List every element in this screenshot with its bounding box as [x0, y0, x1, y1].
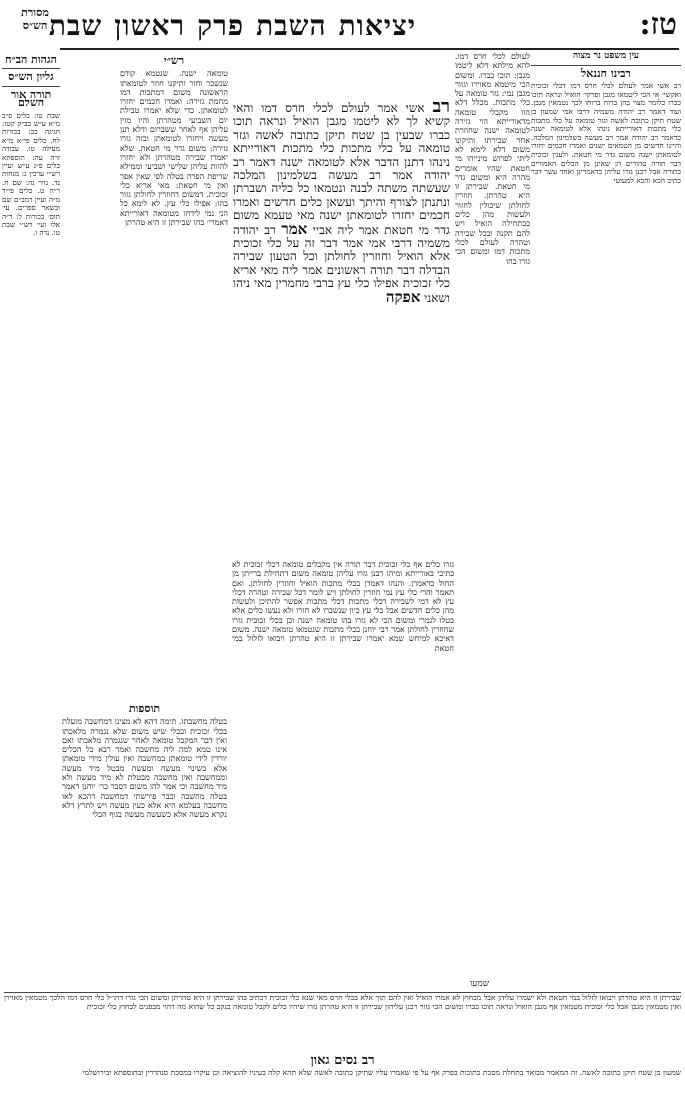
rav-nissim-gaon-body: שמעון בן שטח תיקן כתובה לאשה. זה המאמר מבואר בתחלת מסכת כתובות בפרק אף על פי שאמרו עליו שתיקן כתובה לאשה שלא תהא קלה בעיניו להוציאה וכן עיקרו במסכת סנהדרין ובתוספתא ובירושלמי	[82, 1068, 681, 1077]
gemara-opening-word: רב	[432, 100, 450, 117]
chapter-word: ראשון	[114, 9, 186, 42]
tosafot-column	[62, 700, 227, 990]
rashi-text: לעולם לכלי חרס דמו. להא מילתא דלא ליטמו מגבן: תוכו כברו. ומשום הכי מיטמא מאוירו וגזור מגבן נמי: גזר טומאה על כלי מתכות. מכלל דלא הוו מקבלי טומאה מדאורייתא הוי גזירה לטומאה ישנה שחוזרת אחר שבירתו ותיקונו משום דלא לימא לא ליתי לפרוש מינייהו מי חטאת שהיו אומרים מהרה היא ומשום גדר מי חטאת. שבירתן זו היא טהרתן. חוזרין לחולתן שיכולין לחזור ולעשות מהן כלים כבתחילה הואיל ויש להם תקנה ובכל שבירה וטהרה לעולם לכלי מתכות דמו ומשום הכי גזרו בהו	[455, 52, 530, 266]
gemara-text: אשי אמר לעולם לכלי חרס דמו והאי קשיא לך לא ליטמו מגבן הואיל ונראה תוכו כברו שבעין בן שטח תיקן כתובה לאשה וגזר טומאה על כלי מתכות כלי מתכות דאורייתא נינהו דתנן הדבר אלא לטומאה ישנה דאמר רב יהודה אמר רב מעשה בשלמינון המלכה שעשתה משתה לבנה ונטמאו כל כליה ושברתן ונתנתן לצורף והיתך ועשאן כלים חדשים ואמרו חכמים יחזרו לטומאתן ישנה מאי טעמא משום גדר מי חטאת אמר ליה אביי	[233, 101, 450, 237]
footer-commentary	[4, 992, 681, 1053]
gemara-text-2: רב יהודה משמיה דרבי אמי אמר דבר זה על כלי זכוכית אלא הואיל וחוזרין לחולתן וכל הטעון שבירה הבדלה דבר תורה ראשונים אמר ליה מאי אריא כלי זכוכית אפילו כלי עץ ברבי מחמרין מאי ניהו ושאני	[233, 222, 450, 305]
left-margin-text: שבת טו: כלים פ״ב מ״א ע״ש בב״ק קטז: חגיגה כב: בכורות לח. כלים פי״א מ״א מעילה טו. עבודה זרה עה: תוספתא כלים פ״ג ע״ש ועיין רש״י ערכין ג: מנחות נד. נזיר נה: שם ח. ר״ה ט. כלים פי״ד מ״ה ועיין רמב״ם שם ובשאר ספרים. עי׳ תוס׳ בכורות ל: ד״ה אלו ועי׳ רש״י שבת טו. נדה ו.	[2, 110, 60, 238]
header-divider	[60, 48, 679, 50]
chapter-word: שבת	[48, 9, 103, 42]
gilyon-hashas-title: גליון הש״ס	[8, 70, 54, 84]
hagahot-habach-title: הגהות הב״ח	[5, 53, 57, 66]
lower-commentary-text: גזרו כלים אף כלי זכוכית דבר תורה אין מקבלים טומאה דכלי זכוכית לא כתיבי באורייתא ומיהו רבנן גזרו עליהן טומאה משום דתחילת ברייתן מן החול כדאמרן. והנהו דאמרן בכלי מתכות הואיל וחוזרין לחולתן. ואם תאמר והרי כלי עץ נמי חוזרין לחולתן ויש לומר דכל שבירה וטהרה דכלי עץ לא דמי לשבירה דכלי מתכות דכלי מתכות אפשר להתיכן ולעשות מהן כלים חדשים אבל כלי עץ כיון שנשברו לא חזרו ולא נעשו כלים אלא בטלו לגמרי ומשום הכי לא גזרו בהו טומאה ישנה וכן בכלי זכוכית גזרו שחוזרין לחולתן אמר רבי יוחנן בכלי מתכות שנטמאו טומאה ישנה. משום דאיכא למיחש שמא יאמרו שבירתן זו היא טהרתן ויבואו לזלזל במי חטאת	[232, 560, 454, 653]
ein-mishpat-label: עין משפט נר מצוה	[572, 52, 640, 61]
daf-number: טז:	[639, 6, 677, 42]
rashi-title: רש״י	[163, 54, 185, 67]
rashi-continued-column	[120, 52, 228, 692]
gemara-closing-word: אפקה	[385, 287, 421, 306]
chapter-word: יציאות	[338, 9, 417, 42]
chapter-word: השבת	[256, 9, 327, 42]
footer-text: שבירתן זו היא טהרתן ויבואו לזלזל במי חטאת ולא ישמרו עליהן אבל מבחוץ לא אמרו הואיל ואין להם תוך אלא בכלי חרס מאי שנא כלי זכוכית דכתיב בהו שבירתן זו היא טהרתן ומשום הכי גזרו דהו״ל כלי חרס דמו הלכך מטמאין מאוירן ואין מטמאין מגבן אבל כלי זכוכית מטמאין אף מגבן הואיל ונראה תוכו כברו ומשום הכי גזור רבנן עליהון שבירתן זו היא טהרתן גזרו שיהיו כלים לקבל טומאה בנקב כל שהוא מה דהוי מבפנים לבחוץ כלי זכוכית	[4, 993, 681, 1011]
rashi-column	[455, 52, 530, 972]
tosafot-title: תוספות	[128, 702, 161, 715]
chapter-word: פרק	[197, 9, 245, 42]
gemara-second-word: אמר	[281, 219, 308, 238]
rav-nissim-gaon-text	[4, 1068, 681, 1096]
lower-commentary	[232, 560, 454, 990]
rabbeinu-chananel-title: רבינו חננאל	[581, 66, 631, 80]
left-margin-notes	[2, 52, 60, 992]
torah-or-title: תורה אור השלם	[10, 87, 52, 110]
rashi-continued-text: טומאה ישנה. שנטמא קודם שנשבר וחזר ותיקנו חוזר לטומאתו הראשונה משום דמתכות דמו מחמת גזירה: ואמרו חכמים יחזרו לטומאתן. כדי שלא יאמרו טבילת יום השביעי מטהרתן והיו מזין עליהן אף לאחר ששברום ודלא תנן מעשה ויחזרו לטומאתן ובזה גזרו גזירה: משום גדר מי חטאת. שלא יאמרו שבירה מטהרתן ולא יחזרו להזות עליהן שלישי ושביעי וממילא שריפת הפרה בטלה לפי שאין אפר ואין מי חטאת: מאי אריא כלי זכוכית. דמשום דחוזרין לחולתן גזור בהו: אפילו כלי עץ. לא לימא כל הני נמי לידחו מטומאה דאורייתא דאמרי׳ בהו שבירתן זו היא טהרתן	[120, 69, 228, 228]
masoret-hashas-label: מסורת הש״ס	[21, 6, 49, 32]
catchword: שמעו	[470, 979, 490, 989]
tosafot-text: בטלה מחשבתו. תימה דהא לא מצינו דמחשבה מועלת בכלי זכוכית ובכלי שיש משום שלא נגמרה מלאכתו ואין דבר המקבל טומאה לאחר שנגמרה מלאכתו ואם אינו טמא למה ליה מחשבה ואמר רבא כל הכלים יורדין לידי טומאתן במחשבה ואין עולין מידי טומאתן אלא בשינוי מעשה ומעשה מבטל מיד מעשה וממחשבה ואין מחשבה מבטלת לא מיד מעשה ולא מיד מחשבה וכי אמר להו משום דסבר כר׳ יוחנן דאמר בטלה מחשבה וכבר פירשתי דמחשבה דהכא לאו מחשבה בעלמא היא אלא כעין מעשה ויש לתרץ דלא נקרא מעשה אלא כשעשה מעשה בגוף הכלי	[62, 717, 227, 820]
gemara-main-text	[233, 100, 450, 555]
chapter-header	[48, 6, 417, 46]
rabbeinu-chananel-text: רב אשי אמר לעולם לכלי חרס דמו דכלי זכוכית ואקשי׳ אי הכי ליטמאו מגבן ופרקי׳ הואיל ונראה תוכו כברו כלומר מצוי בהן ברוח ברוחו לכך נטמאין מגבן. ועוד דאמר רב יהודה משמיה דרבי אמי שמעון בן שטח תיקן כתובה לאשה וגזר טומאה על כלי מתכות כלי מתכות דאורייתא נינהו אלא לטומאה ישנה כדאמר רב יהודה אמר רב מעשה בשלמינון המלכה. והיינו חדשים מן הטמאים ישנים ואמרו חכמים יחזרו לטומאתן ישנה משום גדר מי חטאת. ולענין זכוכית דבר תורה טהורים הן שאינן מן הכלים האמורים בתורה אבל רבנן גזרו עליהן כדאמרינן ואחד עשר דבר כתיב הכא והכא למעוטי	[531, 81, 681, 185]
rav-nissim-gaon-title: רב נסים גאון	[310, 1053, 375, 1068]
rabbeinu-chananel-column	[531, 52, 681, 972]
